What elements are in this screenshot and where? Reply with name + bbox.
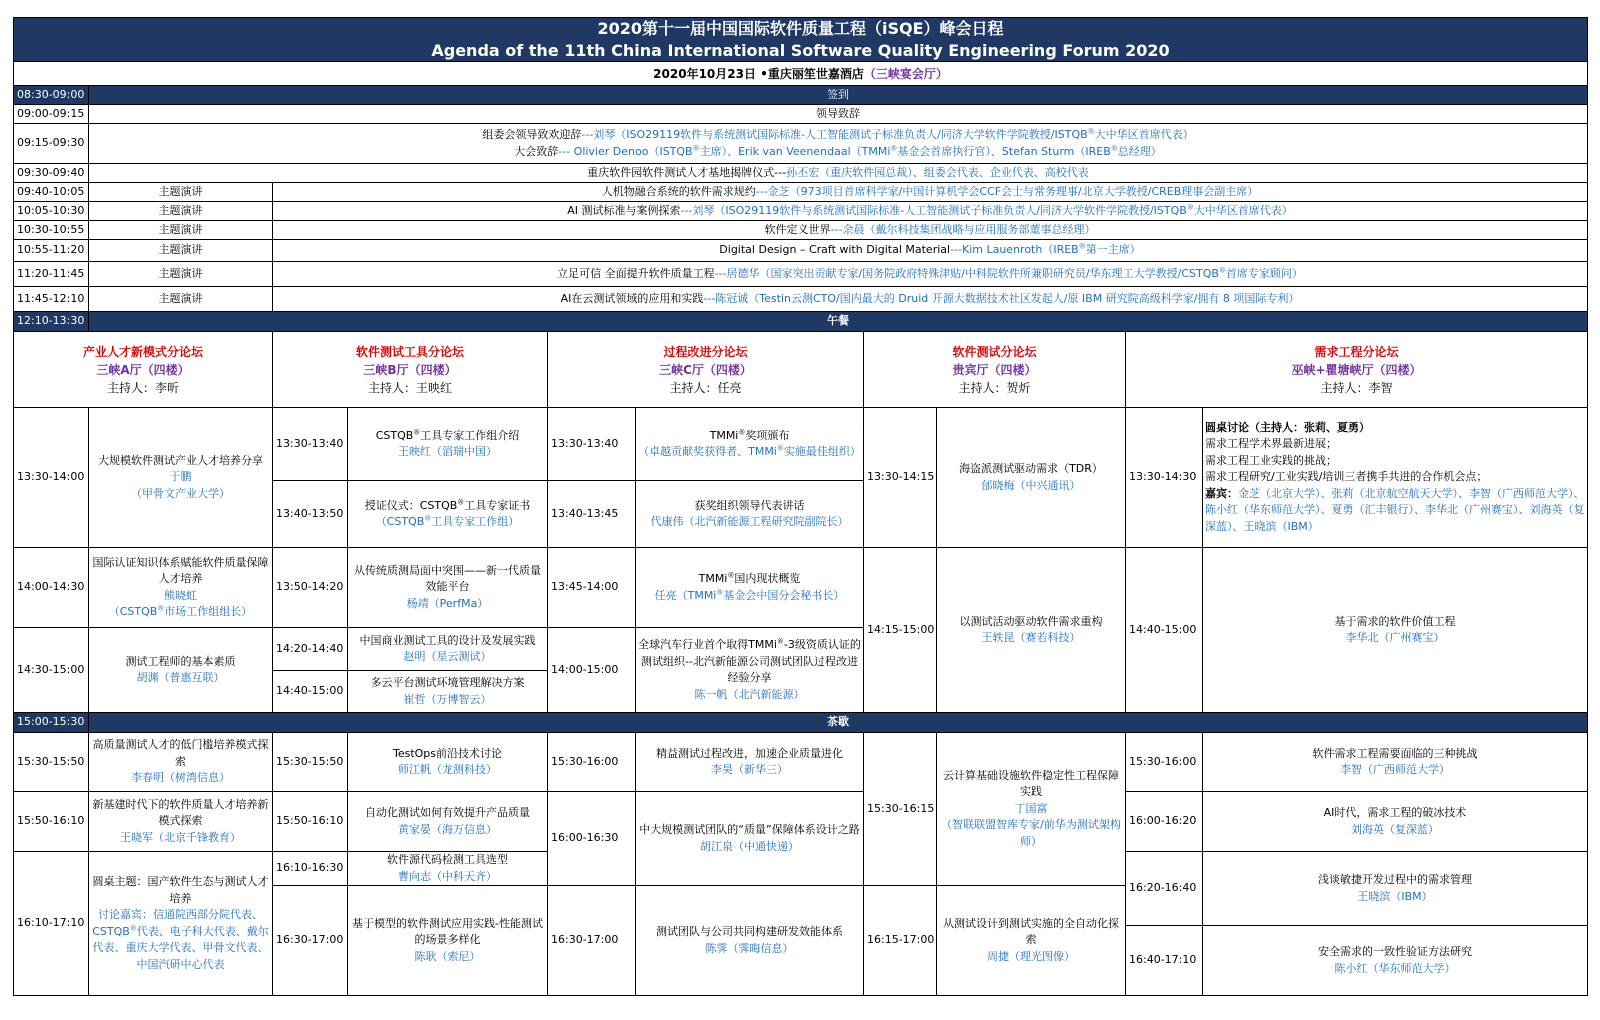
time-cell: 14:40-15:00 <box>273 671 348 713</box>
time-cell: 13:40-13:45 <box>548 481 636 548</box>
forum-title: 软件测试工具分论坛 <box>355 344 464 359</box>
keynote-cell <box>273 221 1588 240</box>
time-cell: 15:30-15:50 <box>273 733 348 792</box>
forum-header-e <box>1126 332 1588 408</box>
session-cell: 中大规模测试团队的“质量”保障体系设计之路 胡江泉（中通快递） <box>636 792 864 886</box>
break-label: 茶歇 <box>89 713 1588 733</box>
session-cell: 多云平台测试环境管理解决方案 崔哲（万博智云） <box>348 671 548 713</box>
session-cell: 自动化测试如何有效提升产品质量 黄家晏（海万信息） <box>348 792 548 852</box>
time-cell: 16:00-16:30 <box>548 792 636 886</box>
date-location <box>14 62 1588 86</box>
forum-room: 三峡C厅（四楼） <box>659 362 752 377</box>
keynote-topic: AI 测试标准与案例探索 <box>567 203 681 217</box>
session-cell: 中国商业测试工具的设计及发展实践 赵明（星云测试） <box>348 628 548 671</box>
address-speakers: --- Olivier Denoo（ISTQB®主席）、Erik van Veenendaal（TMMi®基金会首席执行官）、Stefan Sturm（IREB®总经理） <box>558 144 1162 158</box>
time-cell: 16:40-17:10 <box>1126 926 1203 996</box>
signin-row <box>14 86 1588 105</box>
time-cell: 14:00-14:30 <box>14 548 89 628</box>
time-cell: 12:10-13:30 <box>14 312 89 332</box>
time-cell: 15:30-16:15 <box>864 733 937 886</box>
title-zh: 2020第十一届中国国际软件质量工程（iSQE）峰会日程 <box>597 19 1004 38</box>
address-line <box>91 144 1585 161</box>
welcome-line <box>91 127 1585 144</box>
forum-header-c <box>548 332 864 408</box>
time-cell: 09:15-09:30 <box>14 124 89 164</box>
session-cell: 浅谈敏捷开发过程中的需求管理 王晓滨（IBM） <box>1203 852 1588 926</box>
session-cell: 授证仪式：CSTQB®工具专家证书 （CSTQB®工具专家工作组） <box>348 481 548 548</box>
keynote-speaker: ---陈冠诚（Testin云测CTO/国内最大的 Druid 开源大数据技术社区发起人/原 IBM 研究院高级科学家/拥有 8 项国际专利） <box>703 291 1300 305</box>
session-cell: 从传统质测局面中突围——新一代质量效能平台 杨靖（PerfMa） <box>348 548 548 628</box>
time-cell: 09:00-09:15 <box>14 105 89 124</box>
welcome-speaker: ---刘琴（ISO29119软件与系统测试国际标准-人工智能测试子标准负责人/同济大学软件学院教授/ISTQB®大中华区首席代表） <box>581 127 1194 142</box>
session-cell: 圆桌主题：国产软件生态与测试人才培养 讨论嘉宾：信通院西部分院代表、CSTQB®代表、电子科大代表、戴尔代表、重庆大学代表、甲骨文代表、中国汽研中心代表 <box>89 852 273 996</box>
agenda-table <box>13 17 1588 996</box>
session-cell: 大规模软件测试产业人才培养分享 于鹏 （甲骨文产业大学） <box>89 408 273 548</box>
forum-host: 主持人：李昕 <box>106 380 179 395</box>
forum-header-b <box>273 332 548 408</box>
forum-host: 主持人：李智 <box>1320 380 1393 395</box>
lunch-label: 午餐 <box>89 312 1588 332</box>
time-cell: 15:30-15:50 <box>14 733 89 792</box>
session-cell: 测试团队与公司共同构建研发效能体系 陈霁（霁晦信息） <box>636 886 864 996</box>
time-cell: 15:00-15:30 <box>14 713 89 733</box>
session-cell: 获奖组织领导代表讲话 代康伟（北汽新能源工程研究院副院长） <box>636 481 864 548</box>
time-cell: 09:40-10:05 <box>14 183 89 202</box>
keynote-topic: 立足可信 全面提升软件质量工程 <box>557 266 715 280</box>
welcome-topic: 组委会领导致欢迎辞 <box>482 128 582 142</box>
session-cell: CSTQB®工具专家工作组介绍 王映红（滔瑞中国） <box>348 408 548 481</box>
forum-host: 主持人：任亮 <box>669 380 742 395</box>
time-cell: 14:20-14:40 <box>273 628 348 671</box>
session-cell: 基于需求的软件价值工程 李华北（广州赛宝） <box>1203 548 1588 713</box>
time-cell: 13:30-13:40 <box>273 408 348 481</box>
time-cell: 15:30-16:00 <box>1126 733 1203 792</box>
time-cell: 16:20-16:40 <box>1126 852 1203 926</box>
session-cell: 以测试活动驱动软件需求重构 王轶昆（赛若科技） <box>937 548 1126 713</box>
time-cell: 16:10-17:10 <box>14 852 89 996</box>
keynote-speaker: ---居德华（国家突出贡献专家/国务院政府特殊津贴/中科院软件所兼职研究员/华东理工大学教授/CSTQB®首席专家顾问） <box>714 266 1303 280</box>
session-cell: 精益测试过程改进，加速企业质量进化 李昊（新华三） <box>636 733 864 792</box>
time-cell: 13:30-14:30 <box>1126 408 1203 548</box>
session-cell: 安全需求的一致性验证方法研究 陈小红（华东师范大学） <box>1203 926 1588 996</box>
keynote-cell <box>273 240 1588 262</box>
signin-label: 签到 <box>89 86 1588 105</box>
session-cell: 高质量测试人才的低门槛培养模式探索 李春明（树湾信息） <box>89 733 273 792</box>
keynote-speaker: ---金芝（973项目首席科学家/中国计算机学会CCF会士与常务理事/北京大学教授/CREB理事会副主席） <box>755 184 1259 198</box>
agenda-header <box>14 18 1588 62</box>
unveil-topic: 重庆软件园软件测试人才基地揭牌仪式--- <box>587 165 787 179</box>
time-cell: 14:40-15:00 <box>1126 548 1203 713</box>
time-cell: 10:05-10:30 <box>14 202 89 221</box>
forum-header-d <box>864 332 1126 408</box>
time-cell: 13:30-14:00 <box>14 408 89 548</box>
time-cell: 14:00-15:00 <box>548 628 636 713</box>
keynote-cell <box>273 183 1588 202</box>
time-cell: 13:40-13:50 <box>273 481 348 548</box>
time-cell: 09:30-09:40 <box>14 164 89 183</box>
keynote-label: 主题演讲 <box>89 240 273 262</box>
time-cell: 16:30-17:00 <box>548 886 636 996</box>
forum-title: 产业人才新模式分论坛 <box>82 344 203 359</box>
keynote-speaker: ---Kim Lauenroth（IREB®第一主席） <box>950 242 1141 257</box>
hall-text: （三峡宴会厅） <box>863 66 948 81</box>
session-cell: 软件源代码检测工具选型 曹向志（中科天齐） <box>348 852 548 886</box>
forum-room: 三峡A厅（四楼） <box>96 362 190 377</box>
lunch-row <box>14 312 1588 332</box>
time-cell: 13:30-14:15 <box>864 408 937 548</box>
time-cell: 13:30-13:40 <box>548 408 636 481</box>
welcome-cell <box>89 124 1588 164</box>
session-cell: AI时代，需求工程的破冰技术 刘海英（复深蓝） <box>1203 792 1588 852</box>
forum-room: 三峡B厅（四楼） <box>363 362 457 377</box>
keynote-topic: 人机物融合系统的软件需求规约 <box>601 184 756 198</box>
session-cell: 新基建时代下的软件质量人才培养新模式探索 王晓军（北京千锋教育） <box>89 792 273 852</box>
keynote-label: 主题演讲 <box>89 287 273 312</box>
time-cell: 13:45-14:00 <box>548 548 636 628</box>
time-cell: 10:55-11:20 <box>14 240 89 262</box>
forum-room: 贵宾厅（四楼） <box>952 362 1037 377</box>
date-text: 2020年10月23日 •重庆丽笙世嘉酒店 <box>653 66 864 81</box>
session-cell: 全球汽车行业首个取得TMMi®-3级资质认证的测试组织--北汽新能源公司测试团队过程改进经验分享 陈一帆（北汽新能源） <box>636 628 864 713</box>
break-row <box>14 713 1588 733</box>
keynote-label: 主题演讲 <box>89 202 273 221</box>
keynote-label: 主题演讲 <box>89 221 273 240</box>
time-cell: 15:50-16:10 <box>273 792 348 852</box>
address-topic: 大会致辞 <box>514 144 559 158</box>
unveil-cell <box>89 164 1588 183</box>
time-cell: 10:30-10:55 <box>14 221 89 240</box>
keynote-topic: Digital Design – Craft with Digital Material <box>719 243 951 257</box>
keynote-topic: 软件定义世界 <box>764 222 831 236</box>
keynote-cell <box>273 202 1588 221</box>
time-cell: 13:50-14:20 <box>273 548 348 628</box>
keynote-topic: AI在云测试领域的应用和实践 <box>560 291 704 305</box>
keynote-cell <box>273 287 1588 312</box>
time-cell: 14:15-15:00 <box>864 548 937 713</box>
time-cell: 15:30-16:00 <box>548 733 636 792</box>
forum-title: 软件测试分论坛 <box>952 344 1037 359</box>
time-cell: 16:10-16:30 <box>273 852 348 886</box>
keynote-cell <box>273 262 1588 287</box>
keynote-speaker: ---刘琴（ISO29119软件与系统测试国际标准-人工智能测试子标准负责人/同济大学软件学院教授/ISTQB®大中华区首席代表） <box>680 203 1293 217</box>
forum-title: 过程改进分论坛 <box>663 344 748 359</box>
session-cell: TestOps前沿技术讨论 师江帆（龙测科技） <box>348 733 548 792</box>
session-cell: 软件需求工程需要面临的三种挑战 李智（广西师范大学） <box>1203 733 1588 792</box>
session-cell: 海盗派测试驱动需求（TDR） 邰晓梅（中兴通讯） <box>937 408 1126 548</box>
forum-room: 巫峡+瞿塘峡厅（四楼） <box>1291 362 1422 377</box>
session-cell: 国际认证知识体系赋能软件质量保障人才培养 熊晓虹 （CSTQB®市场工作组组长） <box>89 548 273 628</box>
keynote-label: 主题演讲 <box>89 183 273 202</box>
forum-host: 主持人：王映红 <box>367 380 452 395</box>
forum-header-a <box>14 332 273 408</box>
time-cell: 08:30-09:00 <box>14 86 89 105</box>
keynote-speaker: ---余晨（戴尔科技集团战略与应用服务部董事总经理） <box>830 222 1096 236</box>
forum-title: 需求工程分论坛 <box>1314 344 1399 359</box>
time-cell: 15:50-16:10 <box>14 792 89 852</box>
session-cell: TMMi®国内现状概览 任亮（TMMi®基金会中国分会秘书长） <box>636 548 864 628</box>
time-cell: 11:45-12:10 <box>14 287 89 312</box>
time-cell: 11:20-11:45 <box>14 262 89 287</box>
title-en: Agenda of the 11th China International Software Quality Engineering Forum 2020 <box>431 40 1170 60</box>
session-cell: 云计算基础设施软件稳定性工程保障实践 丁国富 （智联联盟智库专家/前华为测试架构师） <box>937 733 1126 886</box>
time-cell: 16:15-17:00 <box>864 886 937 996</box>
session-cell: 基于模型的软件测试应用实践-性能测试的场景多样化 陈耿（索尼） <box>348 886 548 996</box>
roundtable-cell: 圆桌讨论（主持人：张莉、夏勇） 需求工程学术界最新进展； 需求工程工业实践的挑战； 需求工程研究/工业实践/培训三者携手共进的合作机会点； 嘉宾：金芝（北京大学）、张莉（北京航空航天大学）、李智（广西师范大学）、陈小红（华东师范大学）、夏勇（汇丰银行）、李华北（广州赛宝）、刘海英（复深蓝）、王晓滨（IBM） <box>1203 408 1588 548</box>
session-cell: 测试工程师的基本素质 胡渊（普惠互联） <box>89 628 273 713</box>
session-cell: TMMi®奖项颁布 （卓越贡献奖获得者、TMMi®实施最佳组织） <box>636 408 864 481</box>
unveil-speakers: 孙丕宏（重庆软件园总裁）、组委会代表、企业代表、高校代表 <box>786 165 1089 179</box>
session-cell: 从测试设计到测试实施的全自动化探索 周捷（理光图像） <box>937 886 1126 996</box>
time-cell: 16:30-17:00 <box>273 886 348 996</box>
keynote-label: 主题演讲 <box>89 262 273 287</box>
time-cell: 14:30-15:00 <box>14 628 89 713</box>
leaders-label: 领导致辞 <box>89 105 1588 124</box>
forum-host: 主持人：贺炘 <box>958 380 1031 395</box>
time-cell: 16:00-16:20 <box>1126 792 1203 852</box>
